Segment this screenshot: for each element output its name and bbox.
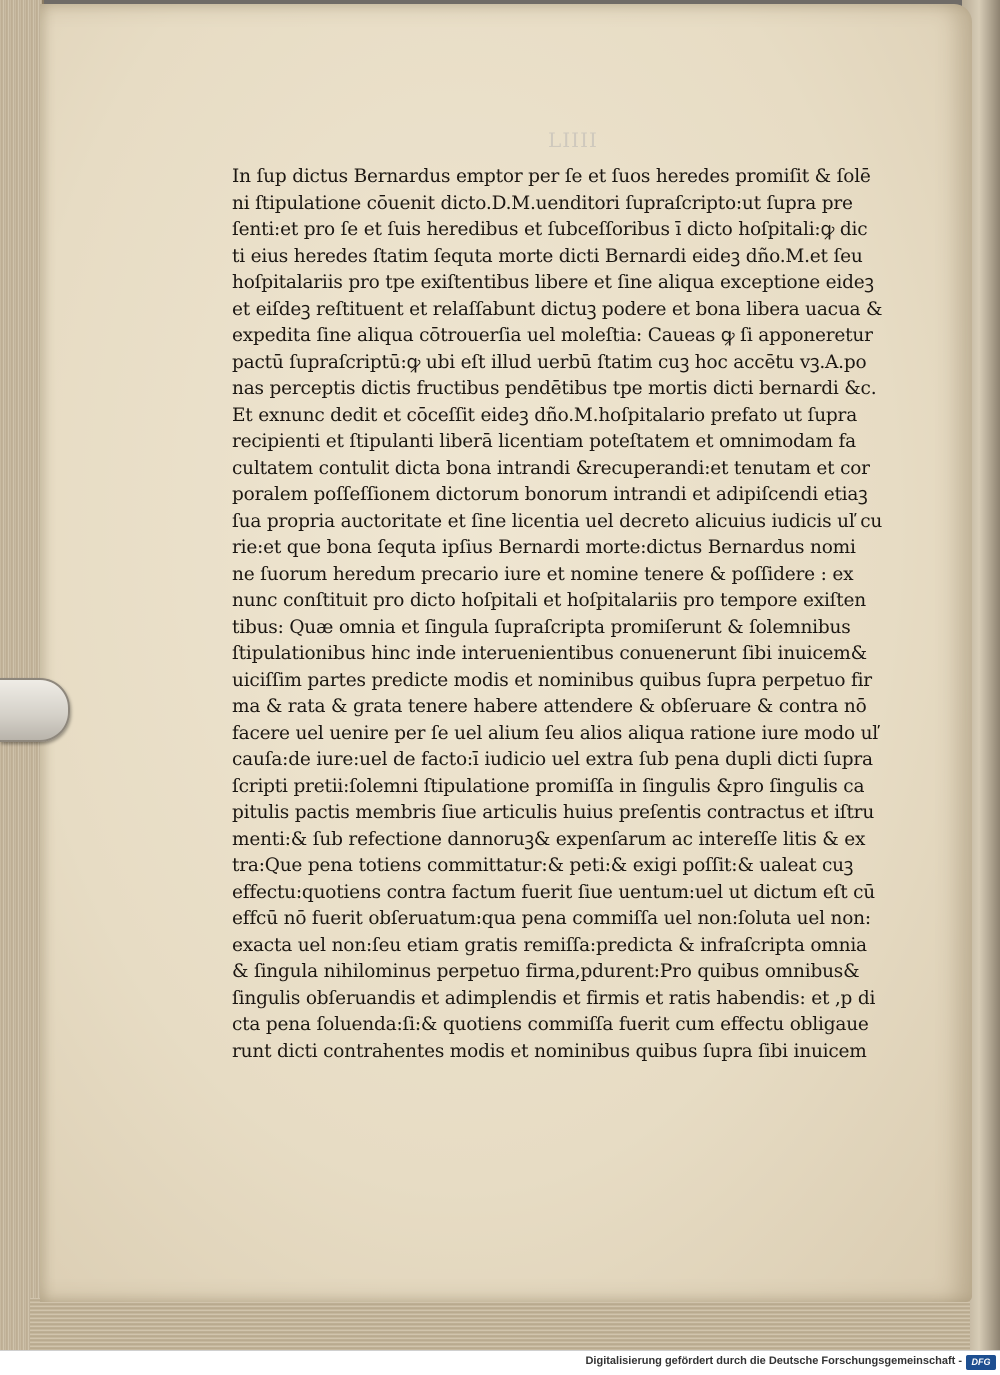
text-line: hoſpitalariis pro tpe exiſtentibus libere et ſine aliqua exceptione eideꝫ: [232, 272, 874, 293]
text-line: effectu:quotiens contra factum fuerit ſiue uentum:uel ut dictum eſt cū: [232, 881, 875, 903]
bottom-page-edges: [30, 1298, 970, 1350]
text-line: ſua propria auctoritate et ſine licentia uel decreto alicuius iudicis uľ cu: [232, 510, 883, 532]
page-tab-marker: [0, 678, 70, 742]
text-line: Et exnunc dedit et cōceſſit eideꝫ dño.M.hoſpitalario prefato ut ſupra: [232, 404, 858, 426]
text-line: pitulis pactis membris ſiue articulis huius preſentis contractus et iſtru: [232, 802, 875, 823]
text-line: ni ſtipulatione cōuenit dicto.D.M.uenditori ſupraſcripto:ut ſupra pre: [232, 192, 853, 214]
text-line: tra:Que pena totiens committatur:& peti:& exigi poſſit:& ualeat cuꝫ: [232, 855, 854, 876]
text-line: ti eius heredes ſtatim ſequta morte dicti Bernardi eideꝫ dño.M.et ſeu: [232, 245, 863, 267]
text-line: ma & rata & grata tenere habere attendere & obſeruare & contra nō: [232, 696, 867, 717]
text-line: nunc conſtituit pro dicto hoſpitali et hoſpitalariis pro tempore exiſten: [232, 590, 867, 611]
text-line: rie:et que bona ſequta ipſius Bernardi morte:dictus Bernardus nomi: [232, 537, 856, 558]
text-line: runt dicti contrahentes modis et nominibus quibus ſupra ſibi inuicem: [232, 1040, 867, 1062]
text-line: ſingulis obſeruandis et adimplendis et firmis et ratis habendis: et ,p di: [232, 987, 876, 1009]
text-line: pactū ſupraſcriptū:ꝙ ubi eſt illud uerbū ſtatim cuꝫ hoc accētu vꝫ.A.po: [232, 351, 867, 373]
text-line: uiciſſim partes predicte modis et nominibus quibus ſupra perpetuo fir: [232, 669, 872, 691]
text-block: [232, 164, 882, 1065]
text-line: ſenti:et pro ſe et ſuis heredibus et ſubceſſoribus ī dicto hoſpitali:ꝙ dic: [232, 219, 868, 240]
dfg-logo: DFG: [966, 1355, 996, 1370]
book-page-edges: [0, 0, 44, 1350]
funding-credit: Digitalisierung gefördert durch die Deutsche Forschungsgemeinschaft -: [585, 1355, 962, 1367]
text-line: cultatem contulit dicta bona intrandi &recuperandi:et tenutam et cor: [232, 457, 870, 479]
text-line: ſcripti pretii:ſolemni ſtipulatione promiſſa in ſingulis &pro ſingulis ca: [232, 775, 865, 797]
text-line: cta pena ſoluenda:ſi:& quotiens commiſſa fuerit cum effectu obligaue: [232, 1014, 869, 1035]
text-line: In ſup dictus Bernardus emptor per ſe et ſuos heredes promiſit & ſolē: [232, 166, 871, 187]
text-line: cauſa:de iure:uel de facto:ī iudicio uel extra ſub pena dupli dicti ſupra: [232, 749, 873, 770]
text-line: expedita ſine aliqua cōtrouerſia uel moleſtia: Caueas ꝙ ſi apponeretur: [232, 325, 873, 346]
text-line: poralem poſſeſſionem dictorum bonorum intrandi et adipiſcendi etiaꝫ: [232, 484, 868, 505]
text-line: nas perceptis dictis fructibus pendētibus tpe mortis dicti bernardi &c.: [232, 378, 877, 399]
text-line: et eiſdeꝫ reſtituent et relaſſabunt dictuꝫ podere et bona libera uacua &: [232, 298, 883, 320]
text-line: ne ſuorum heredum precario iure et nomine tenere & poſſidere : ex: [232, 563, 854, 585]
text-line: menti:& ſub refectione dannoruꝫ& expenſarum ac intereſſe litis & ex: [232, 828, 866, 850]
text-line: & ſingula nihilominus perpetuo firma,pdurent:Pro quibus omnibus&: [232, 961, 860, 982]
text-line: tibus: Quæ omnia et ſingula ſupraſcripta promiſerunt & ſolemnibus: [232, 616, 851, 638]
text-line: exacta uel non:ſeu etiam gratis remiſſa:predicta & infraſcripta omnia: [232, 934, 867, 956]
text-line: facere uel uenire per ſe uel alium ſeu alios aliqua ratione iure modo uľ: [232, 722, 879, 744]
folio-number: LIIII: [548, 128, 598, 152]
text-line: ſtipulationibus hinc inde interuenientibus conuenerunt ſibi inuicem&: [232, 643, 867, 664]
text-line: effcū nō fuerit obſeruatum:qua pena commiſſa uel non:ſoluta uel non:: [232, 908, 871, 929]
text-line: recipienti et ſtipulanti liberā licentiam poteſtatem et omnimodam fa: [232, 431, 856, 452]
footer-bar: [0, 1350, 1000, 1375]
